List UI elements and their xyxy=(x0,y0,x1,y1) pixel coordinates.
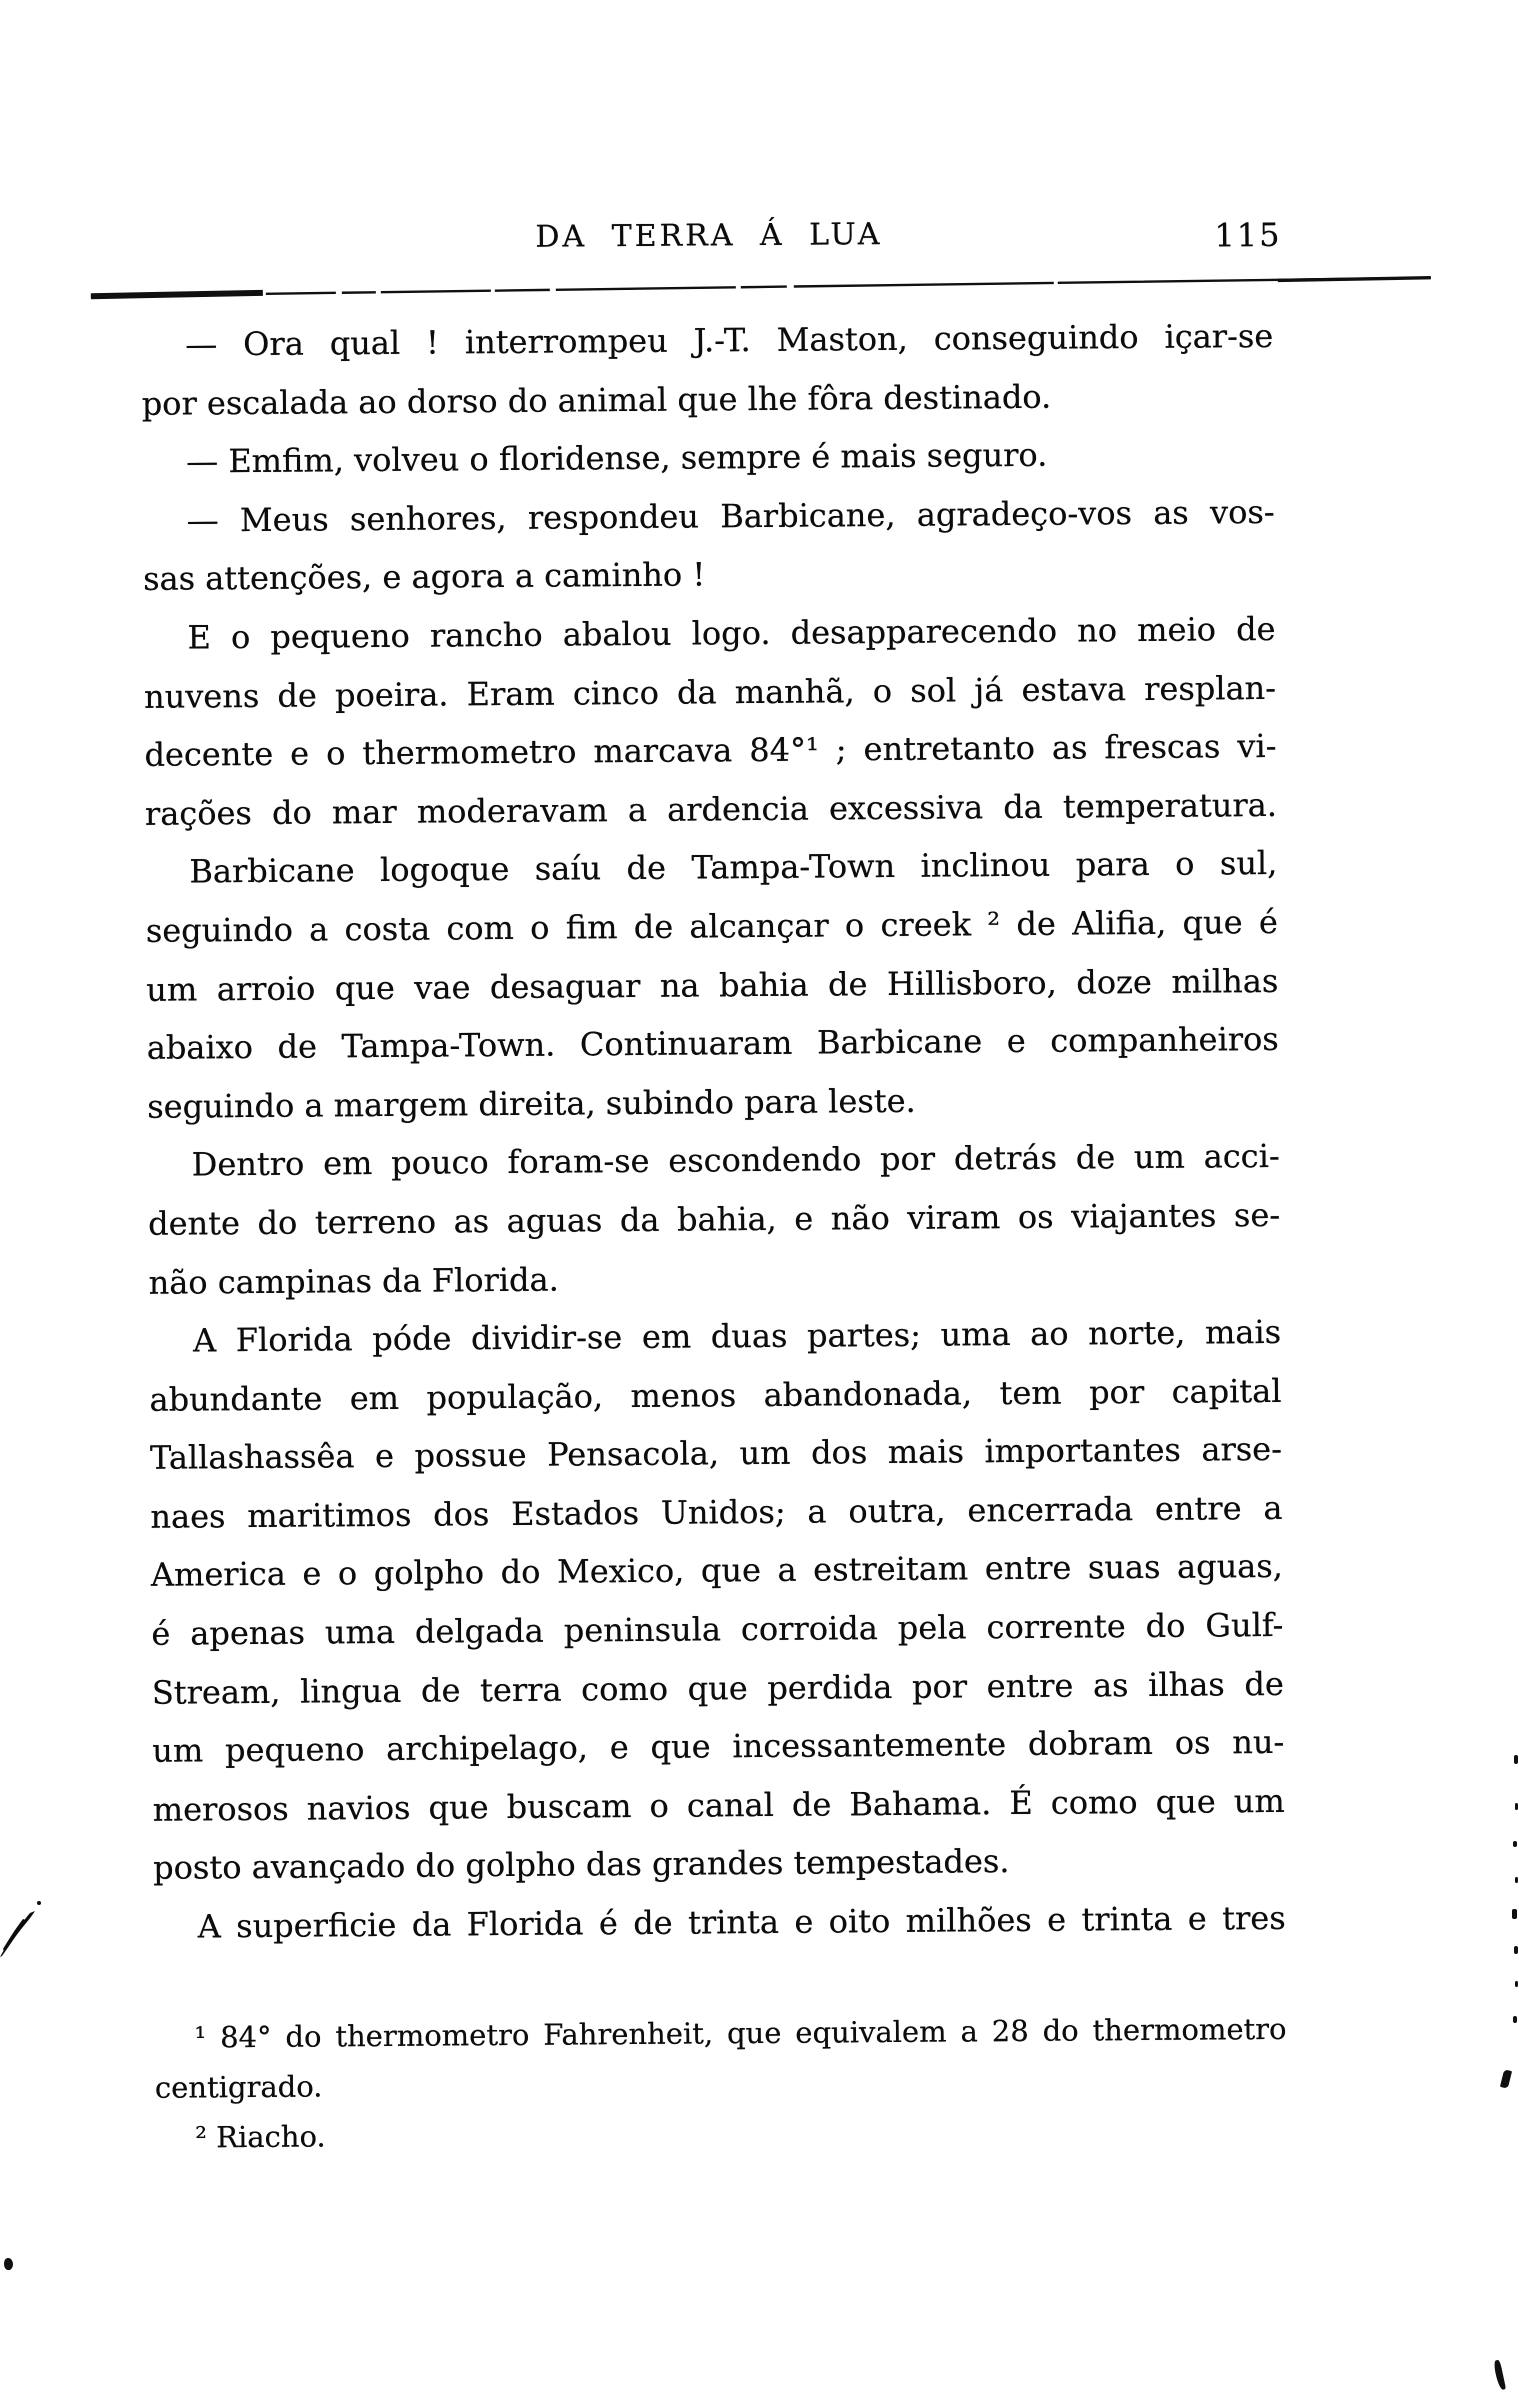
text-line: naes maritimos dos Estados Unidos; a outra, encerrada entre a xyxy=(150,1488,1283,1536)
header-rule xyxy=(88,274,1434,303)
text-line: E o pequeno rancho abalou logo. desapparecendo no meio de xyxy=(187,609,1276,657)
text-line: decente e o thermometro marcava 84°¹ ; entretanto as frescas vi- xyxy=(144,727,1277,774)
edge-speck-mark xyxy=(1515,1803,1518,1810)
text-line: — Meus senhores, respondeu Barbicane, agradeço-vos as vos- xyxy=(186,492,1275,540)
text-line: Dentro em pouco foram-se escondendo por detrás de um acci- xyxy=(191,1137,1280,1184)
footnote-line: ² Riacho. xyxy=(195,2119,326,2155)
text-line: abaixo de Tampa-Town. Continuaram Barbicane e companheiros xyxy=(146,1020,1279,1067)
edge-speck-mark xyxy=(1513,1841,1517,1847)
text-line: rações do mar moderavam a ardencia excessiva da temperatura. xyxy=(144,785,1278,833)
edge-speck-mark xyxy=(1515,1877,1518,1883)
text-line: nuvens de poeira. Eram cinco da manhã, o sol já estava resplan- xyxy=(143,668,1277,716)
text-line: sas attenções, e agora a caminho ! xyxy=(142,555,706,599)
ink-dot-mark xyxy=(37,1901,41,1905)
text-line: por escalada ao dorso do animal que lhe fôra destinado. xyxy=(141,377,1052,423)
text-line: abundante em população, menos abandonada, tem por capital xyxy=(149,1371,1282,1419)
footnote-line: ¹ 84° do thermometro Fahrenheit, que equivalem a 28 do thermometro xyxy=(194,2011,1287,2055)
footnote-line: centigrado. xyxy=(154,2069,323,2105)
text-line: Stream, lingua de terra como que perdida por entre as ilhas de xyxy=(151,1664,1284,1712)
text-line: America e o golpho do Mexico, que a estreitam entre suas aguas, xyxy=(150,1547,1284,1595)
text-line: não campinas da Florida. xyxy=(148,1260,559,1302)
edge-speck-mark xyxy=(1512,1909,1517,1919)
text-line: um arroio que vae desaguar na bahia de Hillisboro, doze milhas xyxy=(146,961,1279,1009)
text-line: — Ora qual ! interrompeu J.-T. Maston, conseguindo içar-se xyxy=(185,316,1274,364)
text-line: A superficie da Florida é de trinta e oito milhões e trinta e tres xyxy=(197,1898,1286,1946)
text-line: seguindo a costa com o fim de alcançar o creek ² de Alifia, que é xyxy=(145,902,1278,950)
body-text xyxy=(141,307,1286,1956)
edge-speck-mark xyxy=(1514,1755,1518,1764)
ink-speck-mark xyxy=(4,2258,13,2270)
edge-speck-mark xyxy=(1514,1946,1518,1954)
edge-speck-mark xyxy=(1515,1981,1518,1987)
text-line: merosos navios que buscam o canal de Bahama. É como que um xyxy=(152,1781,1285,1829)
footnotes xyxy=(154,2004,1287,2163)
text-line: seguindo a margem direita, subindo para leste. xyxy=(147,1081,916,1126)
text-line: um pequeno archipelago, e que incessantemente dobram os nu- xyxy=(152,1723,1285,1771)
text-line: dente do terreno as aguas da bahia, e não viram os viajantes se- xyxy=(148,1195,1281,1243)
edge-speck-mark xyxy=(1513,2016,1517,2023)
running-header-title: DA TERRA Á LUA xyxy=(535,217,883,255)
text-line: Tallashassêa e possue Pensacola, um dos mais importantes arse- xyxy=(149,1430,1283,1478)
page-number: 115 xyxy=(1214,215,1282,255)
text-line: A Florida póde dividir-se em duas partes; uma ao norte, mais xyxy=(192,1313,1282,1360)
text-line: — Emfim, volveu o floridense, sempre é mais seguro. xyxy=(186,435,1048,481)
text-line: posto avançado do golpho das grandes tempestades. xyxy=(153,1842,1010,1888)
ink-stroke-mark xyxy=(0,1904,44,1958)
text-line: Barbicane logoque saíu de Tampa-Town inclinou para o sul, xyxy=(189,844,1278,891)
text-line: é apenas uma delgada peninsula corroida pela corrente do Gulf- xyxy=(151,1605,1284,1653)
